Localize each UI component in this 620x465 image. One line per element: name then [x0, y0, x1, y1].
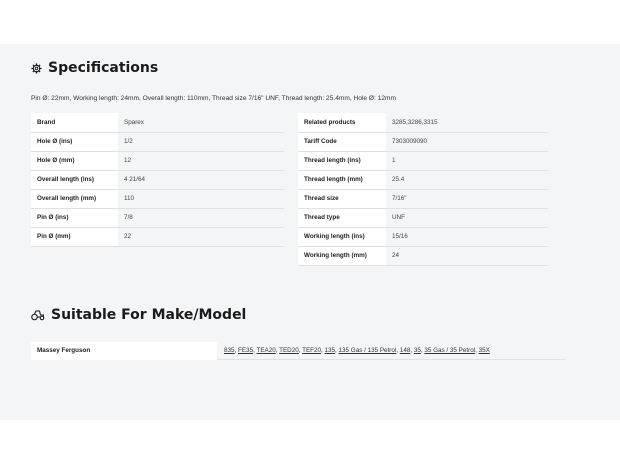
spec-label: Working length (ins)	[298, 227, 386, 246]
model-link[interactable]: 148	[399, 347, 411, 354]
spec-label: Overall length (mm)	[31, 189, 118, 208]
model-link[interactable]: TEF20	[302, 347, 322, 354]
spec-row-right	[298, 170, 548, 189]
tractor-icon	[31, 309, 45, 321]
model-link[interactable]: FE35	[238, 347, 254, 354]
spec-value: 3285,3286,3315	[386, 113, 548, 132]
spec-value: 1	[386, 151, 548, 170]
spec-row-left	[31, 208, 284, 227]
spec-label: Working length (mm)	[298, 246, 386, 265]
gear-icon	[31, 63, 42, 74]
spec-value: 22	[118, 227, 284, 246]
spec-value: 15/16	[386, 227, 548, 246]
spec-value: 12	[118, 151, 284, 170]
spec-value: 24	[386, 246, 548, 265]
spec-label: Pin Ø (ins)	[31, 208, 118, 227]
model-link[interactable]: TEA20	[256, 347, 276, 354]
suitable-heading	[31, 307, 246, 323]
spec-label: Related products	[298, 113, 386, 132]
suitable-title: Suitable For Make/Model	[51, 307, 247, 323]
spec-row-left	[31, 132, 284, 151]
spec-value: 7/16"	[386, 189, 548, 208]
spec-row-right	[298, 189, 548, 208]
spec-row-right	[298, 246, 548, 265]
spec-value: UNF	[386, 208, 548, 227]
spec-value: Sparex	[118, 113, 284, 132]
spec-value: 25.4	[386, 170, 548, 189]
spec-row-left	[31, 189, 284, 208]
model-link[interactable]: TED20	[279, 347, 299, 354]
spec-row-left	[31, 151, 284, 170]
model-link[interactable]: 135 Gas / 135 Petrol	[338, 347, 397, 354]
spec-label: Overall length (ins)	[31, 170, 118, 189]
spec-value: 110	[118, 189, 284, 208]
spec-label: Hole Ø (ins)	[31, 132, 118, 151]
spec-value: 1/2	[118, 132, 284, 151]
spec-label: Thread length (mm)	[298, 170, 386, 189]
make-row	[31, 342, 565, 360]
model-links: 835, FE35, TEA20, TED20, TEF20, 135, 135 Gas / 135 Petrol, 148, 35, 35 Gas / 35 Petrol, 35X	[224, 347, 490, 354]
spec-row-left	[31, 227, 284, 246]
spec-label: Hole Ø (mm)	[31, 151, 118, 170]
spec-row-left	[31, 170, 284, 189]
specifications-title: Specifications	[48, 60, 159, 76]
specifications-summary: Pin Ø: 22mm, Working length: 24mm, Overall length: 110mm, Thread size 7/16" UNF, Thread length: 25.4mm, Hole Ø: 12mm	[31, 95, 397, 102]
spec-label: Thread type	[298, 208, 386, 227]
spec-label: Thread length (ins)	[298, 151, 386, 170]
spec-row-right	[298, 227, 548, 246]
spec-row-right	[298, 113, 548, 132]
spec-table-right	[298, 113, 548, 266]
spec-value: 7/8	[118, 208, 284, 227]
spec-row-right	[298, 151, 548, 170]
spec-label: Brand	[31, 113, 118, 132]
spec-row-left	[31, 113, 284, 132]
model-link[interactable]: 835	[224, 347, 235, 354]
spec-value: 4 21/64	[118, 170, 284, 189]
spec-label: Pin Ø (mm)	[31, 227, 118, 246]
model-link[interactable]: 35X	[478, 347, 490, 354]
spec-row-right	[298, 132, 548, 151]
model-link[interactable]: 35 Gas / 35 Petrol	[424, 347, 476, 354]
spec-label: Tariff Code	[298, 132, 386, 151]
specifications-heading	[31, 60, 158, 76]
spec-row-right	[298, 208, 548, 227]
spec-label: Thread size	[298, 189, 386, 208]
make-name: Massey Ferguson	[31, 342, 217, 360]
spec-value: 7303009090	[386, 132, 548, 151]
spec-table-left	[31, 113, 284, 247]
model-link[interactable]: 135	[324, 347, 336, 354]
model-link[interactable]: 35	[413, 347, 421, 354]
